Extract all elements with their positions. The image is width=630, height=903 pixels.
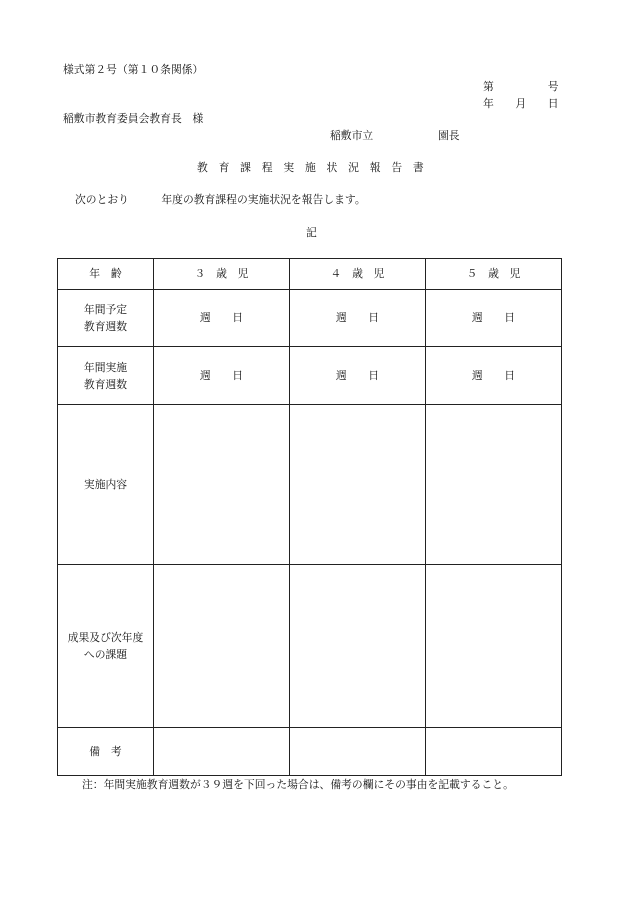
header-age-3: ３ 歳 児 — [154, 259, 290, 290]
planned-weeks-label-line2: 教育週数 — [83, 320, 128, 333]
content-label: 実施内容 — [58, 405, 154, 565]
content-age-5 — [426, 405, 562, 565]
content-age-3 — [154, 405, 290, 565]
actual-weeks-age-3: 週 日 — [154, 347, 290, 405]
actual-weeks-age-4: 週 日 — [290, 347, 426, 405]
header-age-4: ４ 歳 児 — [290, 259, 426, 290]
document-date: 年 月 日 — [483, 97, 559, 110]
report-table — [57, 258, 562, 776]
results-age-4 — [290, 565, 426, 728]
remarks-label: 備 考 — [58, 728, 154, 776]
actual-weeks-label — [58, 347, 154, 405]
intro-text: 次のとおり 年度の教育課程の実施状況を報告します。 — [75, 193, 366, 206]
planned-weeks-age-3: 週 日 — [154, 290, 290, 347]
results-label-line2: への課題 — [83, 648, 128, 661]
remarks-age-4 — [290, 728, 426, 776]
footnote: 注：年間実施教育週数が３９週を下回った場合は、備考の欄にその事由を記載すること。 — [82, 778, 514, 791]
results-label — [58, 565, 154, 728]
planned-weeks-label-line1: 年間予定 — [83, 303, 128, 316]
form-label: 様式第２号（第１０条関係） — [63, 63, 204, 76]
results-age-5 — [426, 565, 562, 728]
content-age-4 — [290, 405, 426, 565]
remarks-age-5 — [426, 728, 562, 776]
ki-heading: 記 — [306, 226, 317, 239]
header-age-5: ５ 歳 児 — [426, 259, 562, 290]
sender: 稲敷市立 園長 — [330, 129, 460, 142]
remarks-age-3 — [154, 728, 290, 776]
results-age-3 — [154, 565, 290, 728]
remarks-row — [58, 728, 562, 776]
results-label-line1: 成果及び次年度 — [67, 631, 144, 644]
planned-weeks-age-5: 週 日 — [426, 290, 562, 347]
actual-weeks-row — [58, 347, 562, 405]
content-row — [58, 405, 562, 565]
planned-weeks-label — [58, 290, 154, 347]
document-number: 第 号 — [483, 80, 559, 93]
actual-weeks-label-line2: 教育週数 — [83, 377, 128, 391]
document-title: 教 育 課 程 実 施 状 況 報 告 書 — [197, 161, 424, 174]
actual-weeks-label-line1: 年間実施 — [83, 360, 128, 374]
planned-weeks-row — [58, 290, 562, 347]
results-row — [58, 565, 562, 728]
header-age-label: 年 齢 — [58, 259, 154, 290]
addressee: 稲敷市教育委員会教育長 様 — [63, 112, 204, 125]
planned-weeks-age-4: 週 日 — [290, 290, 426, 347]
table-header-row — [58, 259, 562, 290]
actual-weeks-age-5: 週 日 — [426, 347, 562, 405]
